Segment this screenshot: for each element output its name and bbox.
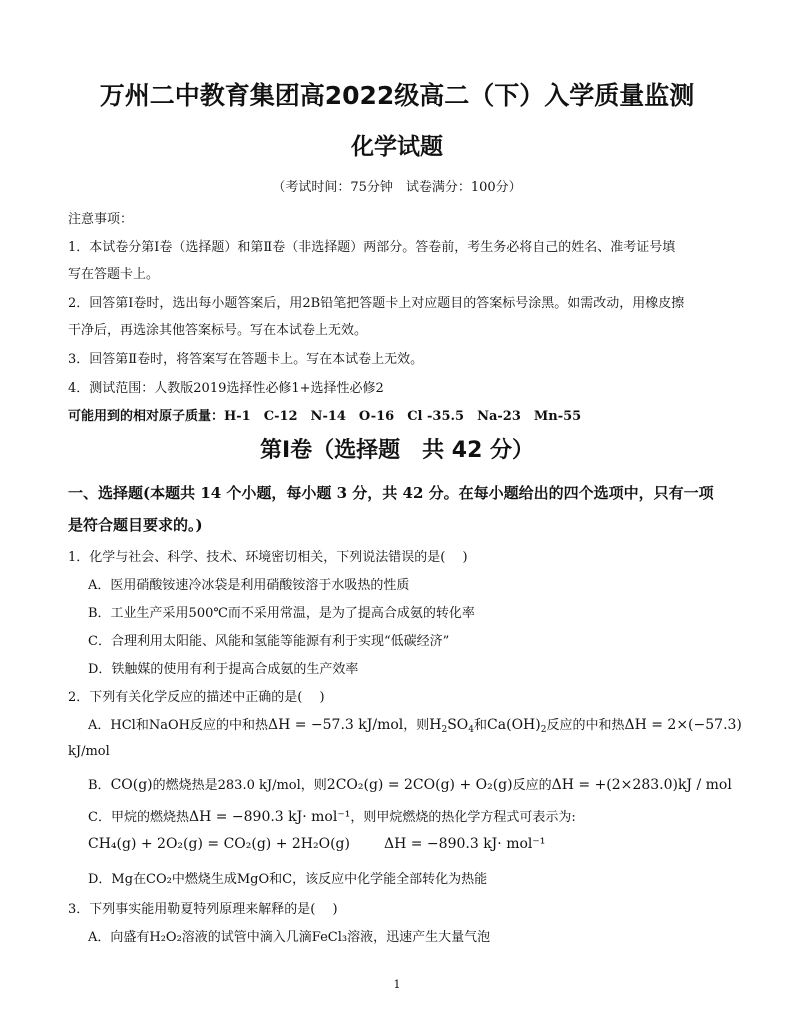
question-3-option-a: A．向盛有H₂O₂溶液的试管中滴入几滴FeCl₃溶液，迅速产生大量气泡 xyxy=(88,930,491,945)
option-a-and: 和 xyxy=(474,718,488,733)
option-b-tail: 反应的 xyxy=(512,778,552,793)
note-2-line-1: 2．回答第Ⅰ卷时，选出每小题答案后，用2B铅笔把答题卡上对应题目的答案标号涂黑。如需改动，用橡皮擦 xyxy=(68,296,685,311)
atomic-mass-line: 可能用到的相对原子质量：H-1 C-12 N-14 O-16 Cl -35.5 Na-23 Mn-55 xyxy=(68,409,582,424)
question-1-option-c: C．合理利用太阳能、风能和氢能等能源有利于实现“低碳经济” xyxy=(88,634,450,649)
option-c-tail: ，则甲烷燃烧的热化学方程式可表示为: xyxy=(350,810,576,825)
exam-title: 万州二中教育集团高2022级高二（下）入学质量监测 xyxy=(99,81,695,110)
note-4: 4．测试范围：人教版2019选择性必修1+选择性必修2 xyxy=(68,381,384,396)
question-2-option-c xyxy=(88,806,576,825)
question-1-option-d: D．铁触媒的使用有利于提高合成氨的生产效率 xyxy=(88,662,359,677)
page-number: 1 xyxy=(393,978,401,991)
section-instructions-line-2: 是符合题目要求的。) xyxy=(68,516,203,534)
option-b-prefix: B． xyxy=(88,778,111,793)
option-b-co: CO(g) xyxy=(110,777,153,793)
option-a-caoh2: $Ca(OH)_2$ xyxy=(487,717,547,735)
option-a-mid: ，则 xyxy=(403,718,430,733)
question-2-option-b xyxy=(88,774,732,793)
question-1-option-b: B．工业生产采用500℃而不采用常温，是为了提高合成氨的转化率 xyxy=(88,606,475,621)
option-c-formula: ΔH = −890.3 kJ· mol⁻¹ xyxy=(188,809,351,825)
option-a-tail: 反应的中和热 xyxy=(546,718,625,733)
option-a-prefix: A．HCl和NaOH反应的中和热 xyxy=(88,718,268,733)
exam-info: （考试时间：75分钟 试卷满分：100分） xyxy=(272,180,522,195)
note-1-line-1: 1．本试卷分第Ⅰ卷（选择题）和第Ⅱ卷（非选择题）两部分。答卷前，考生务必将自己的姓名、准考证号填 xyxy=(68,240,676,255)
note-2-line-2: 干净后，再选涂其他答案标号。写在本试卷上无效。 xyxy=(68,323,368,338)
question-2-option-a xyxy=(88,714,742,735)
option-b-equation: 2CO₂(g) = 2CO(g) + O₂(g) xyxy=(326,777,513,793)
question-3-stem: 3．下列事实能用勒夏特列原理来解释的是( ) xyxy=(68,902,338,917)
option-b-mid: 的燃烧热是283.0 kJ/mol，则 xyxy=(152,778,327,793)
notes-heading: 注意事项： xyxy=(68,212,134,227)
question-1-option-a: A．医用硝酸铵速冷冰袋是利用硝酸铵溶于水吸热的性质 xyxy=(88,578,410,593)
option-c-equation: CH₄(g) + 2O₂(g) = CO₂(g) + 2H₂O(g) xyxy=(88,836,350,852)
option-a-formula-1: ΔH = −57.3 kJ/mol xyxy=(267,717,404,733)
question-2-option-a-unit: kJ/mol xyxy=(68,744,110,759)
option-a-h2so4: $H_2SO_4$ xyxy=(429,717,475,735)
section-title: 第Ⅰ卷（选择题 共 42 分） xyxy=(259,438,535,463)
option-b-formula: ΔH = +(2×283.0)kJ / mol xyxy=(551,777,732,793)
note-3: 3．回答第Ⅱ卷时，将答案写在答题卡上。写在本试卷上无效。 xyxy=(68,352,424,367)
option-c-equation-dh: ΔH = −890.3 kJ· mol⁻¹ xyxy=(383,836,546,852)
option-c-prefix: C．甲烷的燃烧热 xyxy=(88,810,189,825)
question-2-option-d: D．Mg在CO₂中燃烧生成MgO和C，该反应中化学能全部转化为热能 xyxy=(88,872,488,887)
option-a-formula-2: ΔH = 2×(−57.3) xyxy=(624,717,742,733)
note-1-line-2: 写在答题卡上。 xyxy=(68,267,160,282)
exam-subject: 化学试题 xyxy=(351,134,443,160)
question-2-option-c-equation xyxy=(88,836,545,852)
question-2-stem: 2．下列有关化学反应的描述中正确的是( ) xyxy=(68,690,325,705)
section-instructions-line-1: 一、选择题(本题共 14 个小题，每小题 3 分，共 42 分。在每小题给出的四个选项中，只有一项 xyxy=(68,484,714,502)
question-1-stem: 1．化学与社会、科学、技术、环境密切相关，下列说法错误的是( ) xyxy=(68,550,468,565)
